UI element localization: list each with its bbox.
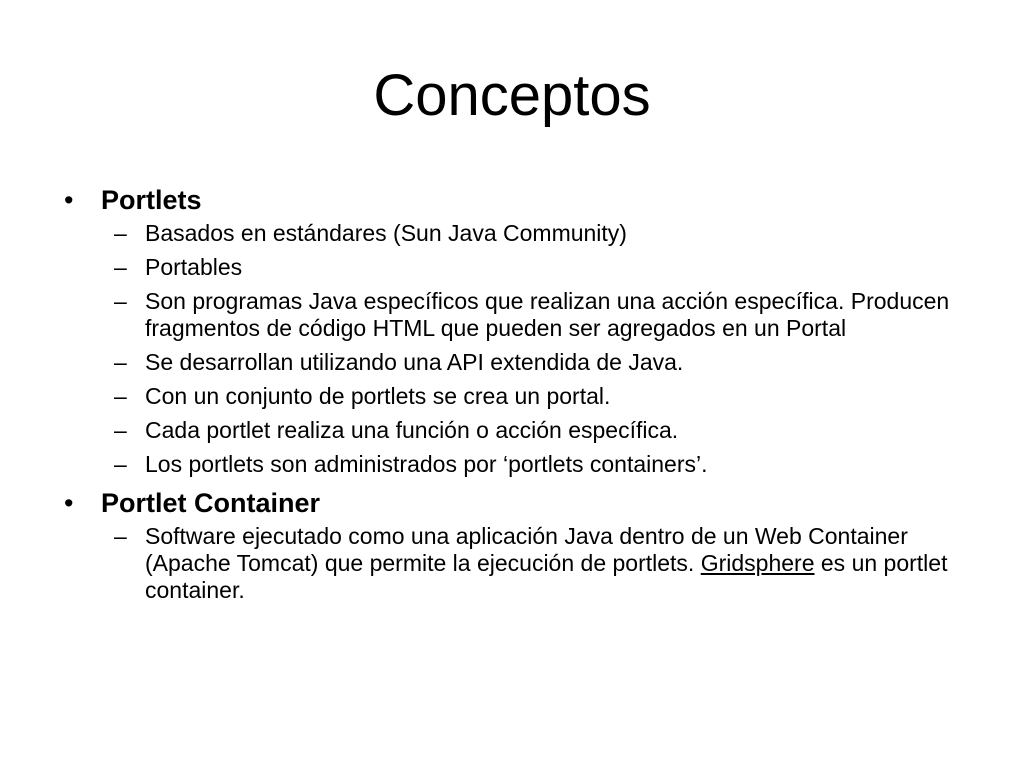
list-item-text: Basados en estándares (Sun Java Community) — [145, 220, 627, 246]
bullet-heading: Portlet Container — [101, 488, 321, 518]
slide-title: Conceptos — [373, 63, 651, 128]
bullet-portlet-container — [60, 485, 980, 521]
portlets-sublist — [60, 220, 980, 478]
portlet-container-sublist — [60, 523, 980, 604]
dash-marker-icon: – — [114, 523, 127, 549]
list-item — [60, 523, 980, 604]
list-item — [60, 383, 980, 410]
list-item-text: Se desarrollan utilizando una API extendida de Java. — [145, 349, 684, 375]
list-item — [60, 451, 980, 478]
list-item — [60, 349, 980, 376]
list-item — [60, 288, 980, 342]
bullet-heading: Portlets — [101, 185, 202, 215]
slide-content — [60, 180, 980, 611]
list-item-text: Portables — [145, 254, 243, 280]
bullet-marker-icon: • — [64, 488, 74, 518]
list-item-text: Son programas Java específicos que realizan una acción específica. Producen fragmentos de código HTML que pueden ser agregados en un Portal — [145, 288, 950, 341]
dash-marker-icon: – — [114, 349, 127, 375]
list-item-text-suffix: es un portlet container. — [145, 550, 948, 603]
list-item — [60, 417, 980, 444]
list-item-text: Los portlets son administrados por ‘portlets containers’. — [145, 451, 708, 477]
dash-marker-icon: – — [114, 451, 127, 477]
dash-marker-icon: – — [114, 254, 127, 280]
dash-marker-icon: – — [114, 417, 127, 443]
gridsphere-link[interactable]: Gridsphere — [700, 550, 815, 576]
list-item-text: Cada portlet realiza una función o acción específica. — [145, 417, 679, 443]
dash-marker-icon: – — [114, 288, 127, 314]
dash-marker-icon: – — [114, 383, 127, 409]
list-item — [60, 254, 980, 281]
list-item-text: Software ejecutado como una aplicación Java dentro de un Web Container (Apache Tomcat) que permite la ejecución de portlets. — [145, 523, 908, 576]
bullet-portlets — [60, 182, 980, 218]
list-item — [60, 220, 980, 247]
list-item-text: Con un conjunto de portlets se crea un portal. — [145, 383, 611, 409]
dash-marker-icon: – — [114, 220, 127, 246]
bullet-marker-icon: • — [64, 185, 74, 215]
